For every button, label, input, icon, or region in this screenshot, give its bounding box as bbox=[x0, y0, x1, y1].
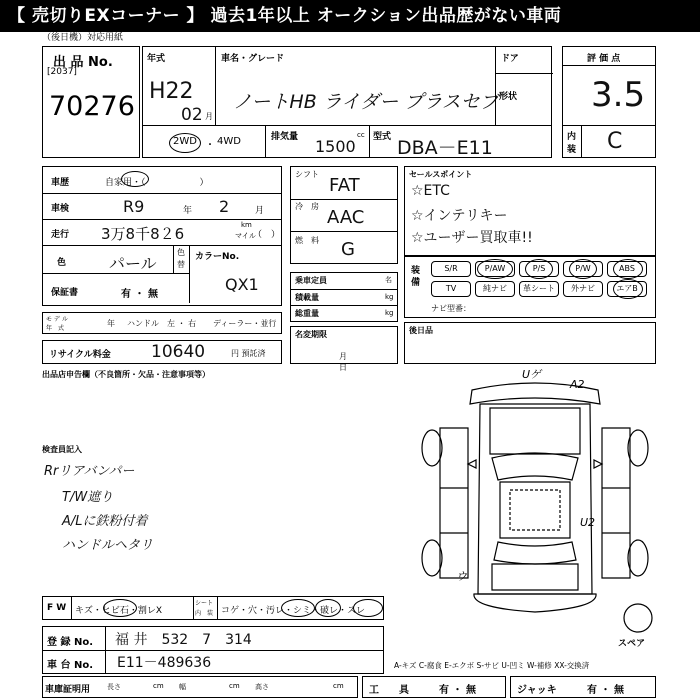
color-value: パール bbox=[109, 254, 157, 273]
drive-4wd: 4WD bbox=[217, 136, 241, 147]
accessories-box bbox=[404, 322, 656, 364]
color-change-top: 色 bbox=[177, 248, 185, 257]
chassis-value: E11－489636 bbox=[117, 655, 212, 671]
sales-point-item: ☆ETC bbox=[411, 183, 450, 199]
diagram-mark: ウ bbox=[456, 570, 467, 583]
seat-label-bottom: 内 装 bbox=[195, 610, 214, 617]
year-month-unit: 月 bbox=[205, 112, 213, 121]
mileage-value: 3万8千8２6 bbox=[101, 225, 185, 243]
door-label: ドア bbox=[501, 54, 519, 64]
score-box bbox=[562, 46, 656, 158]
hood-shape bbox=[490, 408, 580, 454]
interior-value: C bbox=[607, 129, 623, 154]
reg-no-value: 福 井 532 7 314 bbox=[115, 632, 252, 648]
inspector-note: ハンドルヘタリ bbox=[62, 538, 154, 553]
weight-label: 総重量 bbox=[295, 309, 319, 318]
model-year-label-bottom: 年 式 bbox=[46, 325, 65, 332]
equipment-chip: ABS bbox=[607, 261, 647, 277]
garage-height: 高さ bbox=[255, 683, 269, 691]
registration-period-label: 名変期限 bbox=[295, 330, 327, 339]
garage-row bbox=[42, 676, 358, 698]
mileage-label: 走行 bbox=[51, 230, 70, 240]
seat-items: コゲ・穴・汚レ・シミ・破レ・スレ bbox=[221, 606, 366, 616]
color-no-value: QX1 bbox=[225, 275, 259, 294]
divider bbox=[215, 47, 216, 125]
equipment-chip: P/S bbox=[519, 261, 559, 277]
equipment-selected-circle bbox=[613, 259, 643, 279]
warranty-options: 有 ・ 無 bbox=[121, 289, 158, 300]
sales-point-item: ☆ユーザー買取車!! bbox=[411, 230, 533, 246]
year-label: 年式 bbox=[147, 54, 166, 64]
sales-points-box bbox=[404, 166, 656, 256]
mileage-note: （ ） bbox=[253, 230, 281, 240]
divider bbox=[43, 650, 383, 651]
vehicle-name: ノートHB ライダー プラスセブ bbox=[233, 91, 499, 113]
glass-interior-row bbox=[42, 596, 384, 620]
mileage-unit-mile: マイル bbox=[235, 232, 256, 240]
equipment-chip: 純ナビ bbox=[475, 281, 515, 297]
equipment-chip: P/AW bbox=[475, 261, 515, 277]
inspection-year-label: 年 bbox=[183, 206, 193, 216]
chassis-label: 車 台 No. bbox=[47, 660, 94, 671]
seat-label-top: シート bbox=[195, 600, 214, 607]
tools-options: 有 ・ 無 bbox=[439, 685, 476, 696]
recycle-value: 10640 bbox=[151, 342, 206, 362]
divider bbox=[495, 73, 553, 74]
roof-panel-shape bbox=[510, 490, 560, 530]
shift-label: シフト bbox=[295, 170, 319, 179]
inspector-note: T/W遮り bbox=[62, 490, 114, 505]
divider bbox=[143, 125, 551, 126]
equipment-selected-circle bbox=[569, 259, 597, 279]
divider bbox=[495, 47, 496, 125]
divider bbox=[43, 193, 281, 194]
model-year-label-top: モ デ ル bbox=[46, 316, 68, 323]
registration-box bbox=[42, 626, 384, 674]
registration-period-unit: 月日 bbox=[339, 352, 375, 372]
fw-label: F W bbox=[47, 603, 67, 613]
lot-small: [2037] bbox=[47, 67, 77, 77]
seat-selected-circle bbox=[281, 599, 315, 617]
divider bbox=[291, 289, 397, 290]
model-label: 型式 bbox=[373, 132, 392, 142]
inspection-month-label: 月 bbox=[255, 206, 265, 216]
wheel-shape bbox=[422, 430, 442, 466]
mirror-shape bbox=[468, 460, 476, 468]
score-label: 評 価 点 bbox=[587, 54, 621, 64]
right-side-shape bbox=[602, 428, 630, 578]
divider bbox=[43, 245, 281, 246]
shape-label: 形状 bbox=[499, 92, 518, 102]
model-year-handle: ハンドル 左 ・ 右 bbox=[127, 319, 197, 328]
fuel-label: 燃 料 bbox=[295, 236, 319, 245]
weight-unit: kg bbox=[385, 309, 394, 317]
history-selected-circle bbox=[121, 171, 149, 187]
drive-separator: ・ bbox=[205, 140, 215, 151]
color-no-label: カラーNo. bbox=[195, 252, 240, 262]
capacity-unit: 名 bbox=[385, 276, 392, 284]
mirror-shape bbox=[594, 460, 602, 468]
divider bbox=[173, 245, 174, 273]
lot-label: 出 品 No. bbox=[53, 55, 113, 70]
equipment-label: 装備 bbox=[411, 266, 421, 288]
damage-legend: A-キズ C-腐食 E-エクボ S-サビ U-凹ミ W-補修 XX-交換済 bbox=[394, 661, 590, 670]
inspection-label: 車検 bbox=[51, 204, 70, 214]
equipment-chip: 外ナビ bbox=[563, 281, 603, 297]
capacity-label: 乗車定員 bbox=[295, 276, 327, 285]
interior-label-top: 内 bbox=[567, 132, 577, 142]
header-note: （後日機）対応用紙 bbox=[42, 33, 124, 43]
remarks-label: 出品店申告欄（不良箇所・欠品・注意事項等） bbox=[42, 370, 210, 379]
garage-unit: cm bbox=[153, 682, 164, 690]
divider bbox=[265, 125, 266, 157]
garage-length: 長さ bbox=[107, 683, 121, 691]
car-damage-diagram bbox=[410, 368, 660, 638]
divider bbox=[291, 199, 397, 200]
equipment-selected-circle bbox=[477, 259, 513, 279]
score-value: 3.5 bbox=[591, 75, 646, 115]
displacement-unit: cc bbox=[357, 131, 365, 139]
equipment-box bbox=[404, 256, 656, 318]
year-month: 02 bbox=[181, 105, 203, 125]
history-options: 自家用・（ ） bbox=[105, 178, 209, 188]
shift-cooling-fuel bbox=[290, 166, 398, 264]
model-value: DBA－E11 bbox=[397, 137, 493, 159]
equipment-chip: TV bbox=[431, 281, 471, 297]
equipment-chip: S/R bbox=[431, 261, 471, 277]
inspector-note: A/Lに鉄粉付着 bbox=[62, 514, 148, 529]
load-unit: kg bbox=[385, 293, 394, 301]
diagram-mark: U2 bbox=[580, 516, 596, 529]
equipment-selected-circle bbox=[613, 279, 643, 299]
displacement-value: 1500 bbox=[315, 137, 356, 156]
load-label: 積載量 bbox=[295, 293, 319, 302]
jack-row bbox=[510, 676, 656, 698]
garage-width: 幅 bbox=[179, 683, 186, 691]
trunk-shape bbox=[492, 564, 578, 590]
fw-selected-circle bbox=[103, 599, 137, 617]
equipment-chip: P/W bbox=[563, 261, 603, 277]
color-change-bottom: 替 bbox=[177, 260, 185, 269]
fw-items: キズ・ヒビ石・割レX bbox=[75, 606, 162, 616]
cooling-value: AAC bbox=[327, 207, 365, 228]
detail-table bbox=[42, 166, 282, 306]
tools-label: 工 具 bbox=[369, 685, 409, 696]
spare-label: スペア bbox=[618, 639, 646, 649]
seat-selected-circle bbox=[315, 599, 341, 617]
equipment-selected-circle bbox=[525, 259, 553, 279]
inspection-era: R9 bbox=[123, 197, 145, 216]
reg-no-label: 登 録 No. bbox=[47, 637, 94, 648]
sales-point-item: ☆インテリキー bbox=[411, 208, 508, 224]
divider bbox=[217, 597, 218, 619]
inspector-note: Rrリアバンパー bbox=[44, 464, 135, 479]
model-year-dealer: ディーラー・並行 bbox=[213, 319, 277, 328]
banner-title: 【 売切りEXコーナー 】 過去1年以上 オークション出品歴がない車両 bbox=[0, 0, 700, 32]
wheel-shape bbox=[422, 540, 442, 576]
warranty-label: 保証書 bbox=[51, 288, 79, 298]
jack-label: ジャッキ bbox=[517, 685, 557, 696]
left-side-shape bbox=[440, 428, 468, 578]
divider bbox=[563, 65, 655, 66]
inspector-label: 検査員記入 bbox=[42, 445, 82, 454]
drive-2wd: 2WD bbox=[173, 136, 197, 147]
rear-glass-shape bbox=[494, 542, 576, 564]
model-year-year: 年 bbox=[107, 319, 115, 328]
navi-label: ナビ型番： bbox=[431, 304, 471, 313]
inspection-month: 2 bbox=[219, 197, 230, 216]
garage-label: 車庫証明用 bbox=[45, 685, 91, 695]
sales-points-label: セールスポイント bbox=[409, 170, 473, 179]
divider bbox=[291, 305, 397, 306]
body-outline-shape bbox=[478, 404, 592, 594]
color-label: 色 bbox=[57, 258, 67, 268]
equipment-chip: エアB bbox=[607, 281, 647, 297]
year-era: H22 bbox=[149, 79, 194, 104]
mileage-unit-km: km bbox=[241, 221, 252, 229]
divider bbox=[43, 273, 189, 274]
cooling-label: 冷 房 bbox=[295, 202, 319, 211]
garage-unit: cm bbox=[229, 682, 240, 690]
garage-unit: cm bbox=[333, 682, 344, 690]
recycle-unit: 円 預託済 bbox=[231, 349, 266, 358]
registration-period bbox=[290, 326, 398, 372]
accessories-label: 後日品 bbox=[409, 326, 433, 335]
recycle-row bbox=[42, 340, 282, 364]
wheel-shape bbox=[628, 430, 648, 466]
divider bbox=[43, 219, 281, 220]
interior-label-bottom: 装 bbox=[567, 145, 577, 155]
divider bbox=[581, 125, 582, 157]
lot-number: 70276 bbox=[49, 91, 135, 122]
capacity-table bbox=[290, 272, 398, 322]
tools-row bbox=[362, 676, 506, 698]
divider bbox=[291, 231, 397, 232]
recycle-label: リサイクル料金 bbox=[49, 350, 111, 360]
divider bbox=[563, 125, 655, 126]
lot-number-box bbox=[42, 46, 140, 158]
shift-value: FAT bbox=[329, 175, 360, 196]
divider bbox=[193, 597, 194, 619]
fuel-value: G bbox=[341, 239, 355, 260]
name-label: 車名・グレード bbox=[221, 54, 285, 64]
diagram-mark: A2 bbox=[570, 378, 585, 391]
divider bbox=[189, 245, 190, 303]
model-year-row bbox=[42, 312, 282, 334]
windshield-shape bbox=[492, 453, 578, 480]
wheel-shape bbox=[628, 540, 648, 576]
divider bbox=[369, 125, 370, 157]
history-label: 車歴 bbox=[51, 178, 70, 188]
diagram-mark: Uゲ bbox=[522, 368, 542, 381]
displacement-label: 排気量 bbox=[271, 132, 299, 142]
divider bbox=[71, 597, 72, 619]
vehicle-header bbox=[142, 46, 552, 158]
spare-tire-shape bbox=[624, 604, 652, 632]
jack-options: 有 ・ 無 bbox=[587, 685, 624, 696]
seat-selected-circle bbox=[353, 599, 383, 617]
rear-bumper-shape bbox=[474, 594, 596, 612]
equipment-chip: 革シート bbox=[519, 281, 559, 297]
